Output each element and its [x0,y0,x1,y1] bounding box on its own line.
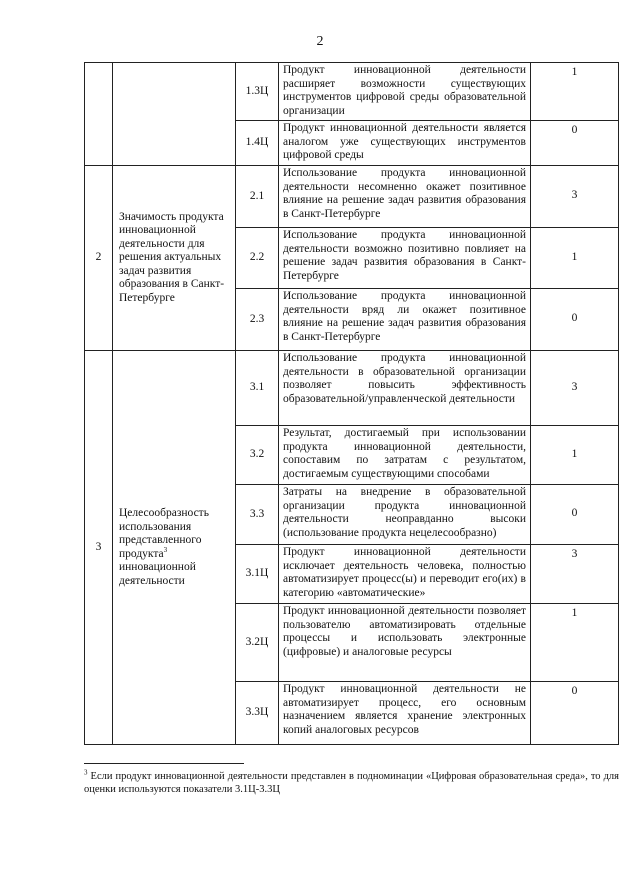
indicator-code: 3.1Ц [236,545,279,604]
criterion-number [85,63,113,166]
indicator-score: 1 [531,426,619,485]
indicator-description: Использование продукта инновационной деятельности несомненно окажет позитивное влияние на решение задач развития образования в Санкт-Петербурге [279,166,531,228]
indicator-description: Использование продукта инновационной деятельности вряд ли окажет позитивное влияние на решение задач развития образования в Санкт-Петербурге [279,289,531,351]
criterion-name: Значимость продукта инновационной деятельности для решения актуальных задач развития образования в Санкт-Петербурге [113,166,236,351]
indicator-code: 1.3Ц [236,63,279,121]
indicator-code: 3.3Ц [236,682,279,745]
indicator-score: 1 [531,604,619,682]
indicator-code: 3.3 [236,485,279,545]
footnote-mark: 3 [84,768,88,777]
indicator-code: 3.2 [236,426,279,485]
criterion-name-tail: инновационной деятельности [119,561,196,587]
indicator-description: Использование продукта инновационной деятельности возможно позитивно повлияет на решение задач развития образования в Санкт-Петербурге [279,228,531,289]
indicator-score: 0 [531,682,619,745]
criterion-name [113,63,236,166]
indicator-score: 1 [531,63,619,121]
indicator-description: Результат, достигаемый при использовании продукта инновационной деятельности, сопоставим по затратам с результатом, достигаемым существующими способами [279,426,531,485]
indicator-code: 3.2Ц [236,604,279,682]
indicator-code: 1.4Ц [236,121,279,166]
indicator-description: Продукт инновационной деятельности позволяет пользователю автоматизировать отдельные процессы и использовать электронные (цифровые) и аналоговые ресурсы [279,604,531,682]
indicator-score: 3 [531,166,619,228]
indicator-score: 3 [531,545,619,604]
footnote-reference: 3 [163,545,168,554]
indicator-code: 2.2 [236,228,279,289]
criterion-name-text: Целесообразность использования представленного продукта [119,507,209,560]
indicator-description: Продукт инновационной деятельности расширяет возможности существующих инструментов цифровой среды образовательной организации [279,63,531,121]
indicator-score: 3 [531,351,619,426]
indicator-description: Продукт инновационной деятельности не автоматизирует процесс, его основным назначением является хранение электронных копий аналоговых ресурсов [279,682,531,745]
table-row [85,351,619,426]
indicator-score: 0 [531,289,619,351]
indicator-description: Продукт инновационной деятельности исключает деятельность человека, полностью автоматизирует процесс(ы) и переводит его(их) в категорию «автоматические» [279,545,531,604]
indicator-score: 0 [531,121,619,166]
criteria-table [84,62,619,745]
indicator-description: Продукт инновационной деятельности является аналогом уже существующих инструментов цифровой среды [279,121,531,166]
indicator-code: 3.1 [236,351,279,426]
indicator-description: Затраты на внедрение в образовательной организации продукта инновационной деятельности неоправданно высоки (использование продукта нецелесообразно) [279,485,531,545]
footnote-divider [84,763,244,764]
indicator-score: 1 [531,228,619,289]
table-row [85,166,619,228]
criterion-number: 2 [85,166,113,351]
table-row [85,63,619,121]
page-number: 2 [316,34,324,49]
indicator-code: 2.1 [236,166,279,228]
indicator-code: 2.3 [236,289,279,351]
indicator-score: 0 [531,485,619,545]
footnote-text: Если продукт инновационной деятельности представлен в подноминации «Цифровая образовательная среда», то для оценки используются показатели 3.1Ц-3.3Ц [84,771,619,795]
criterion-number: 3 [85,351,113,745]
footnote [84,770,619,796]
criterion-name [113,351,236,745]
indicator-description: Использование продукта инновационной деятельности в образовательной организации позволяет повысить эффективность образовательной/управленческой деятельности [279,351,531,426]
